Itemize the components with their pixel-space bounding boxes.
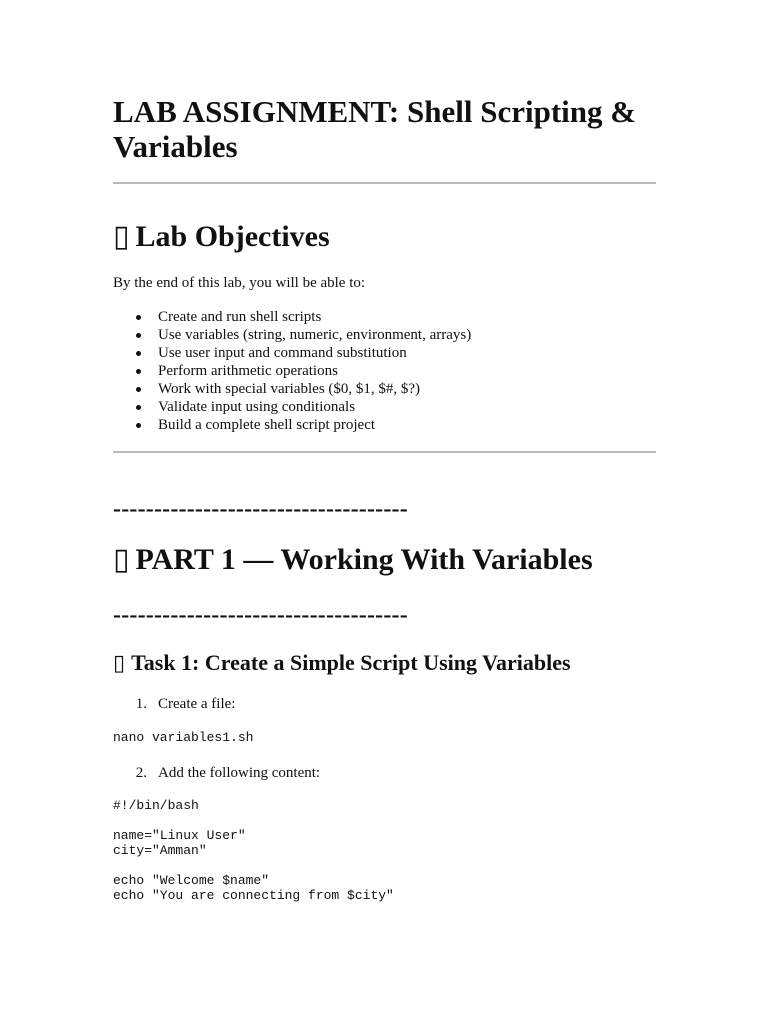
step-number: 2. (135, 765, 147, 781)
list-item: Validate input using conditionals (113, 398, 471, 416)
document-title: LAB ASSIGNMENT: Shell Scripting & Variables (113, 94, 637, 164)
step-text: Add the following content: (158, 765, 321, 781)
task1-step-1 (113, 695, 235, 713)
horizontal-rule (113, 451, 656, 453)
part1-divider-top: ------------------------------------ (113, 496, 408, 522)
task1-heading (113, 650, 571, 677)
list-item: Build a complete shell script project (113, 416, 471, 434)
list-item: Use user input and command substitution (113, 344, 471, 362)
objectives-heading-text: Lab Objectives (135, 220, 330, 253)
missing-glyph-icon: ▯ (113, 542, 130, 577)
horizontal-rule (113, 182, 656, 184)
part1-heading-text: PART 1 — Working With Variables (135, 543, 593, 576)
step-text: Create a file: (158, 696, 236, 712)
list-item: Work with special variables ($0, $1, $#, $?) (113, 380, 471, 398)
missing-glyph-icon: ▯ (113, 651, 126, 676)
part1-heading (113, 543, 593, 577)
task1-step-2 (113, 764, 320, 782)
code-block-create-file: nano variables1.sh (113, 730, 254, 745)
objectives-heading (113, 220, 330, 254)
objectives-intro: By the end of this lab, you will be able to: (113, 275, 366, 291)
task1-heading-text: Task 1: Create a Simple Script Using Variables (131, 650, 571, 675)
part1-divider-bottom: ------------------------------------ (113, 602, 408, 628)
list-item: Perform arithmetic operations (113, 362, 471, 380)
list-item: Create and run shell scripts (113, 308, 471, 326)
missing-glyph-icon: ▯ (113, 219, 130, 254)
step-number: 1. (135, 696, 147, 712)
objectives-list (113, 308, 471, 434)
list-item: Use variables (string, numeric, environment, arrays) (113, 326, 471, 344)
code-block-script-content: #!/bin/bash name="Linux User" city="Amman" echo "Welcome $name" echo "You are connecting from $city" (113, 798, 394, 903)
